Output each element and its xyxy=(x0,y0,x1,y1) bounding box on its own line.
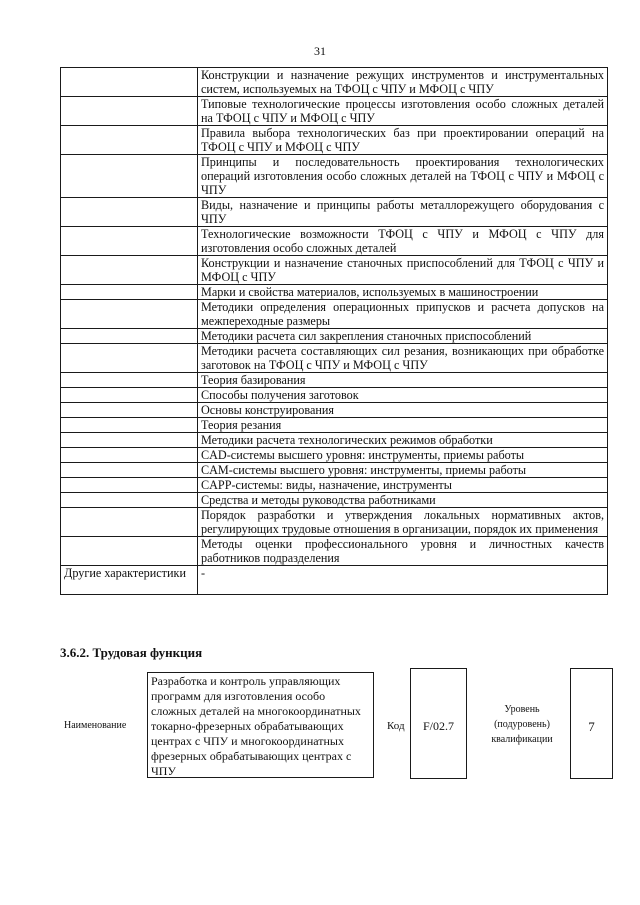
qualification-level-label: Уровень (подуровень) квалификации xyxy=(491,704,553,745)
table-cell-right: Принципы и последовательность проектирования технологических операций изготовления особо сложных деталей на ТФОЦ с ЧПУ и МФОЦ с ЧПУ xyxy=(198,155,608,198)
requirements-table xyxy=(60,67,608,595)
table-row xyxy=(61,493,608,508)
qualification-level-box: 7 xyxy=(570,668,613,779)
table-row xyxy=(61,373,608,388)
page-number: 31 xyxy=(314,44,326,58)
table-cell-right: Методики расчета технологических режимов обработки xyxy=(198,433,608,448)
other-characteristics-label: Другие характеристики xyxy=(61,566,198,595)
table-cell-right: CAD-системы высшего уровня: инструменты, приемы работы xyxy=(198,448,608,463)
table-row xyxy=(61,256,608,285)
table-cell-left xyxy=(61,300,198,329)
table-cell-left xyxy=(61,478,198,493)
table-cell-right: Технологические возможности ТФОЦ с ЧПУ и МФОЦ с ЧПУ для изготовления особо сложных деталей xyxy=(198,227,608,256)
table-cell-left xyxy=(61,388,198,403)
table-cell-left xyxy=(61,344,198,373)
table-cell-left xyxy=(61,537,198,566)
table-row xyxy=(61,433,608,448)
table-row xyxy=(61,68,608,97)
table-cell-left xyxy=(61,463,198,478)
table-cell-left xyxy=(61,433,198,448)
table-cell-right: Теория резания xyxy=(198,418,608,433)
table-row xyxy=(61,463,608,478)
table-row xyxy=(61,448,608,463)
table-cell-left xyxy=(61,126,198,155)
table-cell-right: Методики расчета сил закрепления станочных приспособлений xyxy=(198,329,608,344)
table-row xyxy=(61,126,608,155)
table-cell-right: Правила выбора технологических баз при проектировании операций на ТФОЦ с ЧПУ и МФОЦ с ЧПУ xyxy=(198,126,608,155)
table-row xyxy=(61,97,608,126)
table-cell-right: Типовые технологические процессы изготовления особо сложных деталей на ТФОЦ с ЧПУ и МФОЦ с ЧПУ xyxy=(198,97,608,126)
table-cell-right: CAPP-системы: виды, назначение, инструменты xyxy=(198,478,608,493)
table-cell-right: Методики расчета составляющих сил резания, возникающих при обработке заготовок на ТФОЦ с ЧПУ и МФОЦ с ЧПУ xyxy=(198,344,608,373)
table-cell-right: CAM-системы высшего уровня: инструменты, приемы работы xyxy=(198,463,608,478)
table-row xyxy=(61,478,608,493)
table-cell-right: Конструкции и назначение станочных приспособлений для ТФОЦ с ЧПУ и МФОЦ с ЧПУ xyxy=(198,256,608,285)
table-cell-right: Основы конструирования xyxy=(198,403,608,418)
code-label: Код xyxy=(387,720,405,732)
table-cell-left xyxy=(61,256,198,285)
table-row xyxy=(61,285,608,300)
table-cell-left xyxy=(61,329,198,344)
table-cell-right: Методы оценки профессионального уровня и личностных качеств работников подразделения xyxy=(198,537,608,566)
table-cell-left xyxy=(61,198,198,227)
table-row xyxy=(61,403,608,418)
table-row xyxy=(61,388,608,403)
table-row xyxy=(61,155,608,198)
code-box: F/02.7 xyxy=(410,668,467,779)
table-cell-right: Методики определения операционных припусков и расчета допусков на межпереходные размеры xyxy=(198,300,608,329)
table-cell-left xyxy=(61,373,198,388)
table-cell-left xyxy=(61,403,198,418)
table-cell-left xyxy=(61,227,198,256)
other-characteristics-value: - xyxy=(198,566,608,595)
table-row xyxy=(61,227,608,256)
table-cell-right: Теория базирования xyxy=(198,373,608,388)
table-row xyxy=(61,198,608,227)
table-cell-right: Средства и методы руководства работниками xyxy=(198,493,608,508)
table-row xyxy=(61,508,608,537)
table-cell-left xyxy=(61,68,198,97)
table-row xyxy=(61,329,608,344)
table-cell-right: Виды, назначение и принципы работы металлорежущего оборудования с ЧПУ xyxy=(198,198,608,227)
name-label: Наименование xyxy=(64,720,127,731)
table-row xyxy=(61,537,608,566)
table-cell-left xyxy=(61,493,198,508)
table-cell-right: Способы получения заготовок xyxy=(198,388,608,403)
table-cell-right: Марки и свойства материалов, используемых в машиностроении xyxy=(198,285,608,300)
table-cell-left xyxy=(61,97,198,126)
table-cell-left xyxy=(61,155,198,198)
section-heading: 3.6.2. Трудовая функция xyxy=(60,645,203,660)
table-cell-right: Конструкции и назначение режущих инструментов и инструментальных систем, используемых на ТФОЦ с ЧПУ и МФОЦ с ЧПУ xyxy=(198,68,608,97)
table-row xyxy=(61,344,608,373)
table-cell-left xyxy=(61,285,198,300)
table-row xyxy=(61,418,608,433)
table-cell-left xyxy=(61,418,198,433)
function-name-box: Разработка и контроль управляющих программ для изготовления особо сложных деталей на многокоординатных токарно-фрезерных обрабатывающих центрах с ЧПУ и многокоординатных фрезерных обрабатывающих центрах с ЧПУ xyxy=(147,672,374,778)
table-row xyxy=(61,300,608,329)
table-cell-left xyxy=(61,448,198,463)
table-row-other-characteristics xyxy=(61,566,608,595)
table-cell-right: Порядок разработки и утверждения локальных нормативных актов, регулирующих трудовые отношения в организации, порядок их применения xyxy=(198,508,608,537)
table-cell-left xyxy=(61,508,198,537)
